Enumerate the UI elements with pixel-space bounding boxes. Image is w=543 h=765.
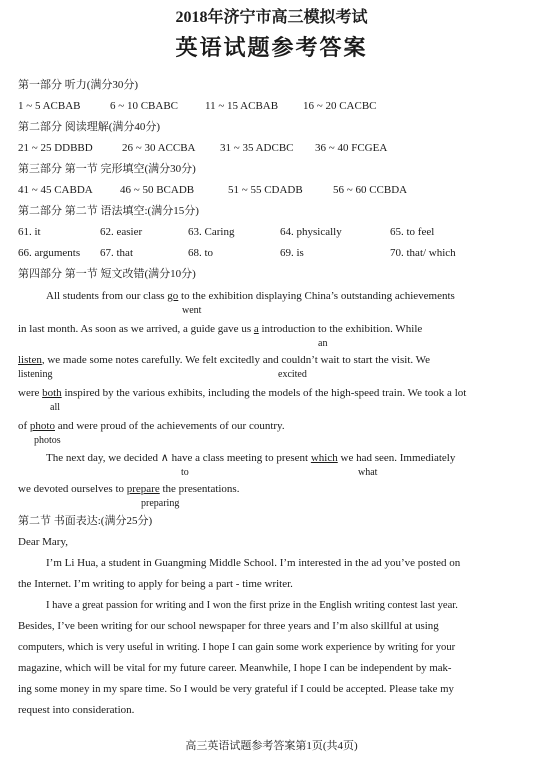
part2-answer-1: 21 ~ 25 DDBBD [18,142,93,154]
correction-excited: excited [278,369,307,380]
grammar-answer-62: 62. easier [100,226,143,238]
grammar-answer-63: 63. Caring [188,226,235,238]
part1-answer-3: 11 ~ 15 ACBAB [205,100,279,112]
grammar-answer-65: 65. to feel [390,226,435,238]
grammar-heading: 第二部分 第二节 语法填空:(满分15分) [18,205,199,217]
passage-line-5: of photo and were proud of the achievements of our country. [18,420,285,432]
error-word-which: which [310,452,338,464]
grammar-answer-70: 70. that/ which [390,247,456,259]
part1-answer-2: 6 ~ 10 CBABC [110,100,178,112]
correction-what: what [358,467,378,478]
part3-heading: 第三部分 第一节 完形填空(满分30分) [18,163,196,175]
passage-line-1: All students from our class go to the exhibition displaying China’s outstanding achievements [46,290,455,302]
correction-went: went [182,305,202,316]
correction-photos: photos [34,435,61,446]
part2-answer-4: 36 ~ 40 FCGEA [315,142,388,154]
error-word-a: a [253,323,259,335]
letter-line-7: ing some money in my spare time. So I would be very grateful if I could be accepted. Please take my [18,683,454,695]
part2-answer-3: 31 ~ 35 ADCBC [220,142,294,154]
letter-salutation: Dear Mary, [18,536,68,548]
letter-line-8: request into consideration. [18,704,135,716]
part2-heading: 第二部分 阅读理解(满分40分) [18,121,161,133]
part2-answer-2: 26 ~ 30 ACCBA [122,142,196,154]
exam-title: 2018年济宁市高三模拟考试 [175,9,368,26]
error-word-go: go [167,290,179,302]
letter-line-2: the Internet. I’m writing to apply for being a part - time writer. [18,578,293,590]
answer-key-title: 英语试题参考答案 [175,35,368,60]
page-footer: 高三英语试题参考答案第1页(共4页) [185,740,358,752]
letter-line-3: I have a great passion for writing and I won the first prize in the English writing contest last year. [46,600,458,611]
part1-answer-1: 1 ~ 5 ACBAB [18,100,81,112]
correction-an: an [318,338,328,349]
grammar-answer-69: 69. is [280,247,304,259]
part3-answer-2: 46 ~ 50 BCADB [120,184,195,196]
grammar-answer-66: 66. arguments [18,247,81,259]
error-word-prepare: prepare [126,483,160,495]
error-word-photo: photo [29,420,55,432]
letter-line-4: Besides, I’ve been writing for our school newspaper for three years and I’m also skillful at using [18,620,439,632]
grammar-answer-67: 67. that [100,247,133,259]
grammar-answer-61: 61. it [18,226,41,238]
error-word-listen: listen [18,354,42,366]
passage-line-3: listen, we made some notes carefully. We felt excitedly and couldn’t wait to start the visit. We [18,354,431,366]
passage-line-4: were both inspired by the various exhibits, including the models of the high-speed train. We took a lot [18,387,467,399]
insert-caret-icon: ∧ [160,452,169,464]
correction-preparing: preparing [141,498,180,509]
correction-listening: listening [18,369,53,380]
passage-line-7: we devoted ourselves to prepare the presentations. [18,483,240,495]
error-word-both: both [42,387,62,399]
part1-answer-4: 16 ~ 20 CACBC [303,100,377,112]
part1-heading: 第一部分 听力(满分30分) [18,79,139,91]
part3-answer-3: 51 ~ 55 CDADB [228,184,303,196]
part3-answer-4: 56 ~ 60 CCBDA [333,184,408,196]
writing-heading: 第二节 书面表达:(满分25分) [18,515,153,527]
correction-all: all [50,402,60,413]
part3-answer-1: 41 ~ 45 CABDA [18,184,93,196]
error-correction-heading: 第四部分 第一节 短文改错(满分10分) [18,268,196,280]
passage-line-6: The next day, we decided ∧ have a class meeting to present which we had seen. Immediately [46,452,456,464]
letter-line-5: computers, which is very useful in writing. I hope I can gain some work experience by writing for your [18,642,456,653]
letter-line-6: magazine, which will be vital for my future career. Meanwhile, I hope I can be independent by mak- [18,662,452,674]
grammar-answer-64: 64. physically [280,226,342,238]
letter-line-1: I’m Li Hua, a student in Guangming Middle School. I’m interested in the ad you’ve posted on [46,557,461,569]
grammar-answer-68: 68. to [188,247,214,259]
passage-line-2: in last month. As soon as we arrived, a guide gave us a introduction to the exhibition. While [18,323,423,335]
correction-to: to [181,467,189,478]
